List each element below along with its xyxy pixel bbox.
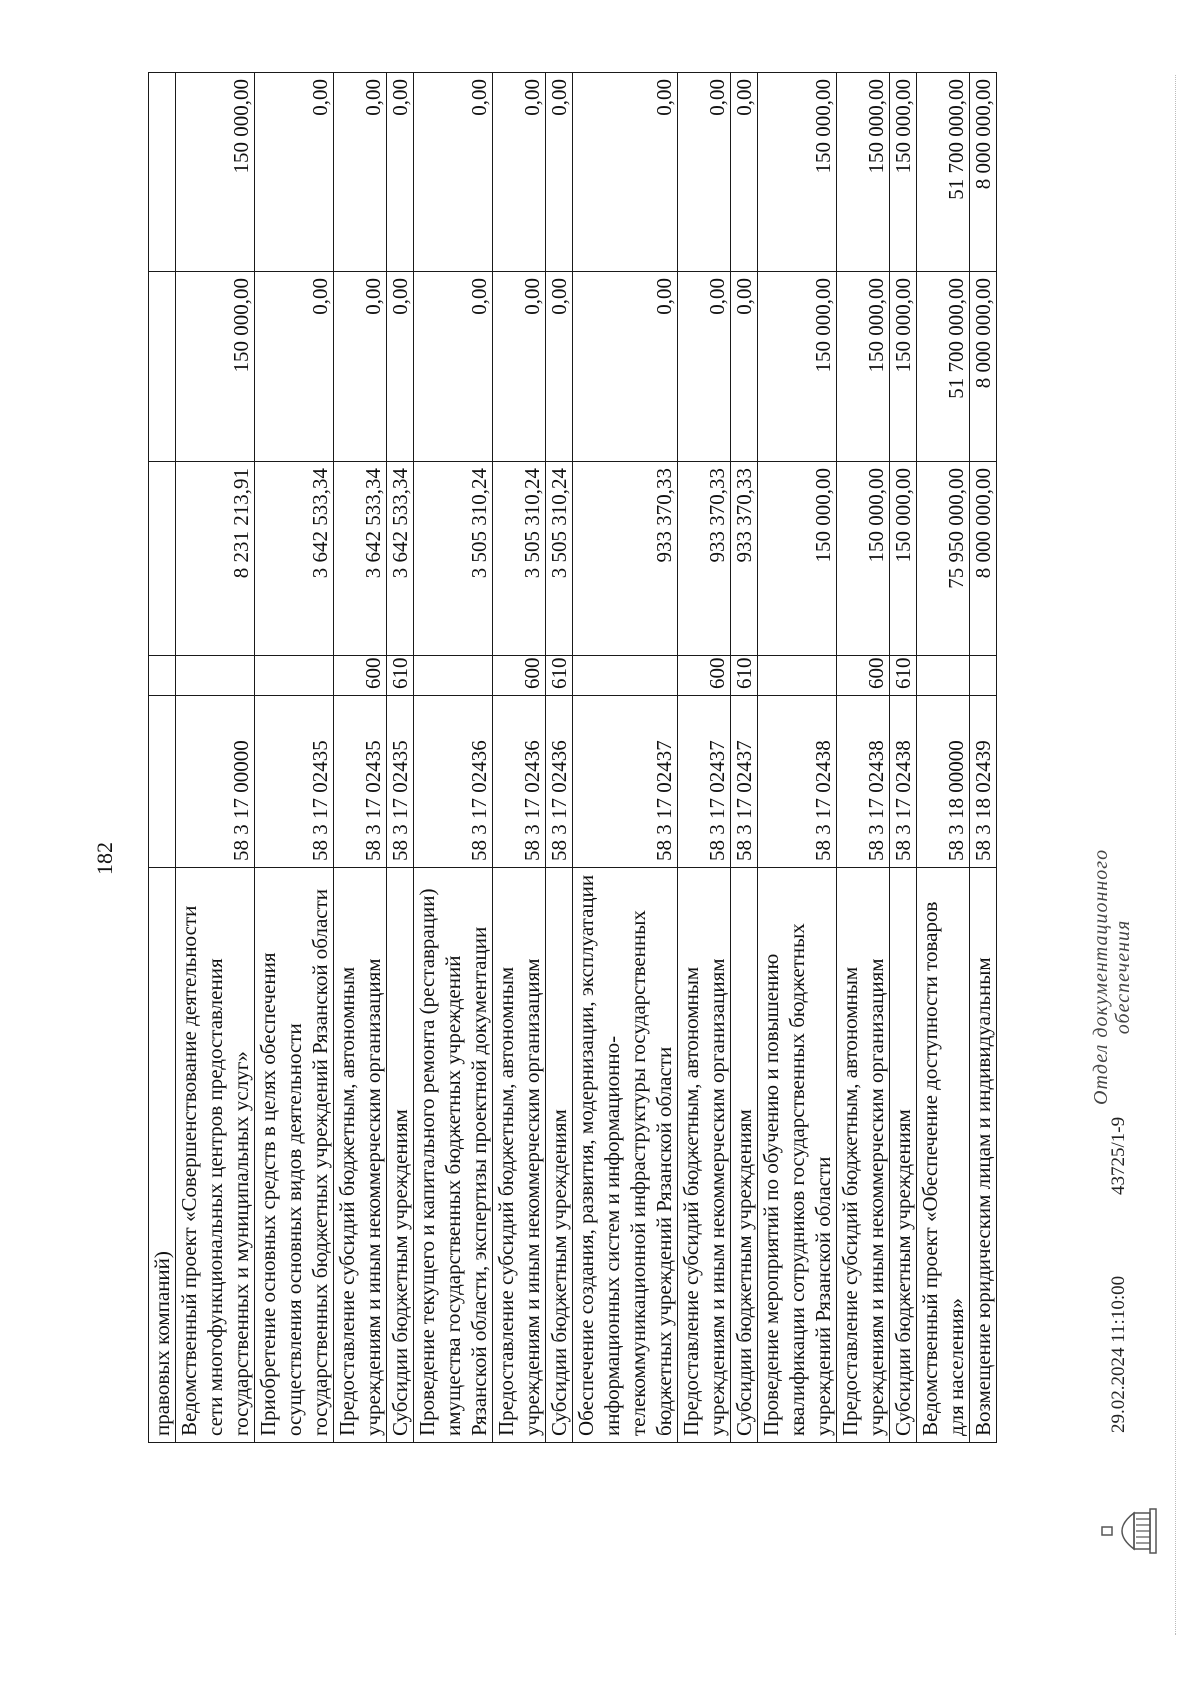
row-description: Предоставление субсидий бюджетным, автономным учреждениям и иным некоммерческим организациям	[678, 868, 731, 1443]
row-description: Предоставление субсидий бюджетным, автономным учреждениям и иным некоммерческим организациям	[837, 868, 890, 1443]
row-amount-2025: 0,00	[334, 272, 387, 462]
table-row	[176, 73, 255, 1443]
row-amount-2025: 0,00	[731, 272, 758, 462]
row-expense-type	[255, 656, 334, 696]
row-amount-2025: 0,00	[387, 272, 414, 462]
stamp-line-1: Отдел документационного	[1090, 848, 1112, 1105]
row-amount-2024: 3 505 310,24	[493, 462, 546, 656]
row-expense-type: 610	[890, 656, 917, 696]
row-amount-2026: 0,00	[387, 73, 414, 272]
table-row	[678, 73, 731, 1443]
row-target-code	[149, 696, 176, 868]
row-amount-2026: 0,00	[573, 73, 678, 272]
row-amount-2026: 0,00	[334, 73, 387, 272]
footer-doc-code: 43725/1-9	[1108, 1116, 1129, 1195]
page-number: 182	[92, 842, 117, 875]
row-target-code: 58 3 17 02436	[546, 696, 573, 868]
row-amount-2024: 933 370,33	[573, 462, 678, 656]
row-expense-type: 610	[731, 656, 758, 696]
table-row	[493, 73, 546, 1443]
row-description: Субсидии бюджетным учреждениям	[890, 868, 917, 1443]
row-amount-2024: 3 642 533,34	[334, 462, 387, 656]
row-expense-type: 600	[678, 656, 731, 696]
row-description: правовых компаний)	[149, 868, 176, 1443]
table-row	[334, 73, 387, 1443]
row-amount-2026: 0,00	[493, 73, 546, 272]
table-row	[890, 73, 917, 1443]
row-amount-2025: 51 700 000,00	[917, 272, 970, 462]
footer-datetime: 29.02.2024 11:10:00	[1108, 1275, 1129, 1433]
row-target-code: 58 3 17 02435	[255, 696, 334, 868]
row-amount-2026: 8 000 000,00	[970, 73, 997, 272]
row-amount-2026: 0,00	[414, 73, 493, 272]
row-amount-2025: 0,00	[255, 272, 334, 462]
row-amount-2024	[149, 462, 176, 656]
row-expense-type	[573, 656, 678, 696]
row-expense-type: 600	[334, 656, 387, 696]
row-target-code: 58 3 17 02435	[334, 696, 387, 868]
row-expense-type	[758, 656, 837, 696]
table-row	[414, 73, 493, 1443]
row-description: Субсидии бюджетным учреждениям	[546, 868, 573, 1443]
row-amount-2025: 150 000,00	[176, 272, 255, 462]
table-row	[970, 73, 997, 1443]
row-amount-2025	[149, 272, 176, 462]
row-amount-2024: 3 642 533,34	[255, 462, 334, 656]
row-expense-type	[176, 656, 255, 696]
row-expense-type: 600	[837, 656, 890, 696]
department-stamp	[1090, 849, 1134, 1105]
budget-table-body	[149, 73, 997, 1443]
row-target-code: 58 3 17 02438	[890, 696, 917, 868]
row-amount-2024: 3 505 310,24	[546, 462, 573, 656]
row-amount-2025: 150 000,00	[890, 272, 917, 462]
row-description: Возмещение юридическим лицам и индивидуальным	[970, 868, 997, 1443]
row-target-code: 58 3 18 00000	[917, 696, 970, 868]
row-amount-2024: 3 642 533,34	[387, 462, 414, 656]
table-row	[917, 73, 970, 1443]
row-amount-2025: 150 000,00	[837, 272, 890, 462]
row-expense-type	[414, 656, 493, 696]
stamp-line-2: обеспечения	[1112, 919, 1134, 1035]
row-description: Субсидии бюджетным учреждениям	[387, 868, 414, 1443]
row-target-code: 58 3 18 02439	[970, 696, 997, 868]
row-amount-2025: 0,00	[414, 272, 493, 462]
row-amount-2026: 150 000,00	[176, 73, 255, 272]
row-target-code: 58 3 17 02436	[493, 696, 546, 868]
row-amount-2024: 933 370,33	[678, 462, 731, 656]
row-description: Предоставление субсидий бюджетным, автономным учреждениям и иным некоммерческим организациям	[334, 868, 387, 1443]
row-amount-2026: 150 000,00	[758, 73, 837, 272]
row-amount-2025: 0,00	[546, 272, 573, 462]
row-amount-2024: 8 000 000,00	[970, 462, 997, 656]
row-description: Проведение мероприятий по обучению и повышению квалификации сотрудников государственных бюджетных учреждений Рязанской области	[758, 868, 837, 1443]
row-description: Ведомственный проект «Обеспечение доступности товаров для населения»	[917, 868, 970, 1443]
row-amount-2026: 0,00	[678, 73, 731, 272]
row-amount-2024: 150 000,00	[758, 462, 837, 656]
row-amount-2026	[149, 73, 176, 272]
row-description: Субсидии бюджетным учреждениям	[731, 868, 758, 1443]
row-amount-2024: 75 950 000,00	[917, 462, 970, 656]
table-row	[149, 73, 176, 1443]
table-row	[255, 73, 334, 1443]
row-amount-2026: 0,00	[255, 73, 334, 272]
row-target-code: 58 3 17 02436	[414, 696, 493, 868]
row-expense-type	[970, 656, 997, 696]
row-expense-type	[149, 656, 176, 696]
row-description: Ведомственный проект «Совершенствование деятельности сети многофункциональных центров предоставления государственных и муниципальных услуг»	[176, 868, 255, 1443]
row-description: Приобретение основных средств в целях обеспечения осуществления основных видов деятельности государственных бюджетных учреждений Рязанской области	[255, 868, 334, 1443]
row-amount-2026: 0,00	[731, 73, 758, 272]
row-target-code: 58 3 17 02438	[758, 696, 837, 868]
table-row	[573, 73, 678, 1443]
row-target-code: 58 3 17 02437	[731, 696, 758, 868]
row-amount-2024: 3 505 310,24	[414, 462, 493, 656]
row-expense-type: 610	[546, 656, 573, 696]
row-amount-2026: 51 700 000,00	[917, 73, 970, 272]
row-description: Предоставление субсидий бюджетным, автономным учреждениям и иным некоммерческим организациям	[493, 868, 546, 1443]
row-target-code: 58 3 17 02435	[387, 696, 414, 868]
row-expense-type	[917, 656, 970, 696]
row-target-code: 58 3 17 00000	[176, 696, 255, 868]
row-amount-2026: 150 000,00	[890, 73, 917, 272]
table-row	[387, 73, 414, 1443]
row-amount-2024: 8 231 213,91	[176, 462, 255, 656]
row-amount-2025: 8 000 000,00	[970, 272, 997, 462]
table-row	[837, 73, 890, 1443]
table-row	[758, 73, 837, 1443]
row-amount-2026: 150 000,00	[837, 73, 890, 272]
row-amount-2025: 0,00	[573, 272, 678, 462]
row-description: Обеспечение создания, развития, модернизации, эксплуатации информационных систем и информационно-телекоммуникационной инфраструктуры государственных бюджетных учреждений Рязанской области	[573, 868, 678, 1443]
row-amount-2024: 933 370,33	[731, 462, 758, 656]
row-amount-2025: 0,00	[678, 272, 731, 462]
row-target-code: 58 3 17 02437	[573, 696, 678, 868]
row-target-code: 58 3 17 02438	[837, 696, 890, 868]
row-amount-2025: 150 000,00	[758, 272, 837, 462]
row-amount-2025: 0,00	[493, 272, 546, 462]
scan-dotted-line	[1175, 75, 1176, 1635]
budget-table	[148, 72, 997, 1443]
row-description: Проведение текущего и капитального ремонта (реставрации) имущества государственных бюджетных учреждений Рязанской области, экспертизы проектной документации	[414, 868, 493, 1443]
row-expense-type: 600	[493, 656, 546, 696]
row-amount-2024: 150 000,00	[890, 462, 917, 656]
row-target-code: 58 3 17 02437	[678, 696, 731, 868]
table-row	[546, 73, 573, 1443]
row-amount-2026: 0,00	[546, 73, 573, 272]
row-expense-type: 610	[387, 656, 414, 696]
document-logo-icon	[1100, 1507, 1160, 1555]
table-row	[731, 73, 758, 1443]
row-amount-2024: 150 000,00	[837, 462, 890, 656]
